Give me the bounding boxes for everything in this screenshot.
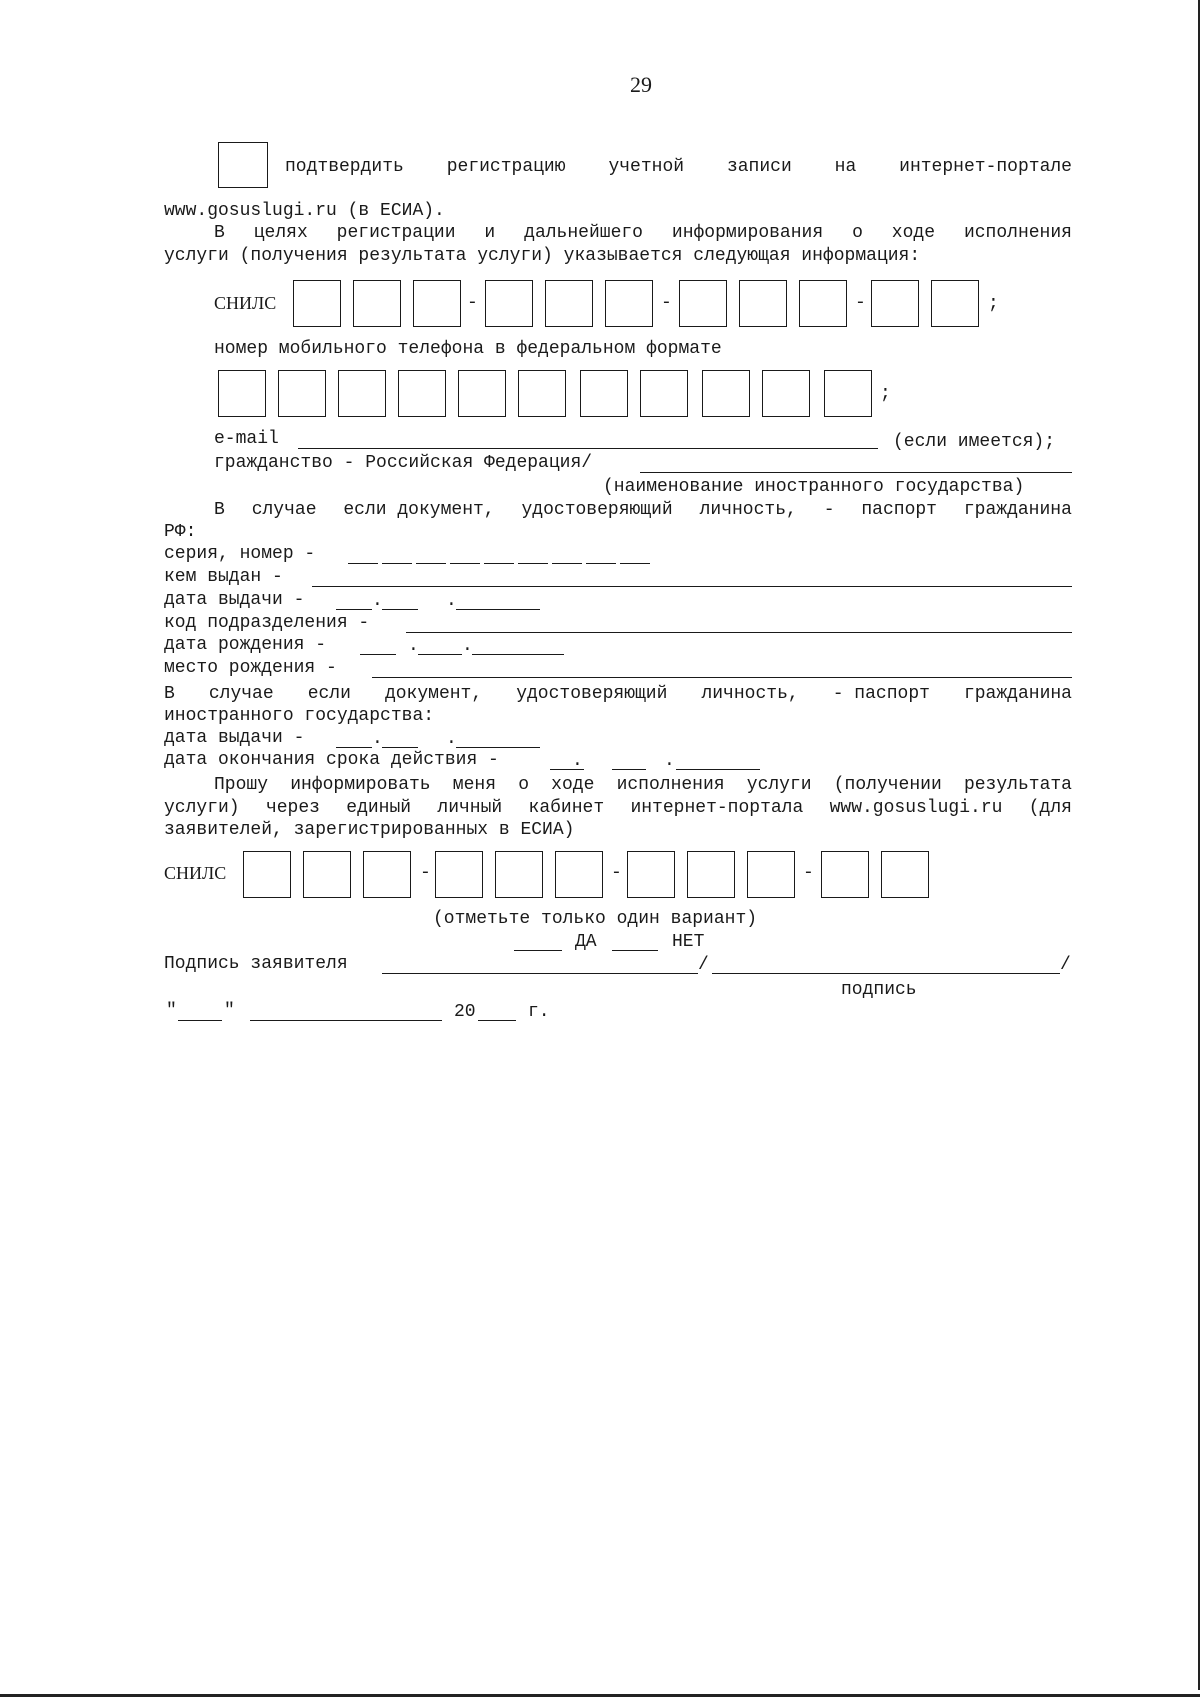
snils2-digit-box[interactable] <box>363 851 411 898</box>
no-label: НЕТ <box>672 932 705 952</box>
series-number-digit[interactable] <box>348 563 378 564</box>
snils-separator: - <box>855 293 866 313</box>
date-month-field[interactable] <box>250 1020 442 1021</box>
series-number-digit[interactable] <box>620 563 650 564</box>
snils2-digit-box[interactable] <box>495 851 543 898</box>
no-mark-field[interactable] <box>612 950 658 951</box>
snils2-digit-box[interactable] <box>303 851 351 898</box>
email-label: e-mail <box>214 429 279 449</box>
notify-line2: услуги) через единый личный кабинет интернет-портала www.gosuslugi.ru (для <box>164 798 1072 818</box>
snils-digit-box[interactable] <box>739 280 787 327</box>
foreign-state-field[interactable] <box>640 472 1072 473</box>
snils2-digit-box[interactable] <box>435 851 483 898</box>
date-day-field[interactable] <box>178 1020 222 1021</box>
snils-digit-box[interactable] <box>545 280 593 327</box>
snils2-digit-box[interactable] <box>747 851 795 898</box>
confirm-registration-checkbox[interactable] <box>218 142 268 188</box>
confirm-registration-line1: подтвердить регистрацию учетной записи на интернет-портале <box>285 157 1072 177</box>
phone-digit-box[interactable] <box>218 370 266 417</box>
expiry-date-label: дата окончания срока действия - <box>164 750 499 770</box>
signature-label: Подпись заявителя <box>164 954 348 974</box>
snils2-digit-box[interactable] <box>821 851 869 898</box>
snils2-digit-box[interactable] <box>687 851 735 898</box>
snils-digit-box[interactable] <box>931 280 979 327</box>
issue-year-field[interactable] <box>456 609 540 610</box>
snils-digit-box[interactable] <box>413 280 461 327</box>
phone-semicolon: ; <box>880 384 891 404</box>
foreign-passport-line2: иностранного государства: <box>164 706 435 726</box>
phone-label: номер мобильного телефона в федеральном формате <box>214 339 722 359</box>
snils-digit-box[interactable] <box>679 280 727 327</box>
phone-digit-box[interactable] <box>458 370 506 417</box>
foreign-issue-year-field[interactable] <box>456 747 540 748</box>
citizenship-note: (наименование иностранного государства) <box>603 477 1025 497</box>
birth-date-label: дата рождения - <box>164 635 327 655</box>
email-field[interactable] <box>298 448 878 449</box>
issue-day-field[interactable] <box>336 609 372 610</box>
signature-slash: / <box>698 955 709 975</box>
expiry-year-field[interactable] <box>676 769 760 770</box>
snils-label-2: СНИЛС <box>164 863 227 883</box>
issued-by-field[interactable] <box>312 586 1072 587</box>
phone-digit-box[interactable] <box>278 370 326 417</box>
date-year-prefix: 20 <box>454 1002 476 1022</box>
series-number-digit[interactable] <box>484 563 514 564</box>
birth-day-field[interactable] <box>360 654 396 655</box>
snils-digit-box[interactable] <box>485 280 533 327</box>
signature-caption: подпись <box>841 980 917 1000</box>
page-number: 29 <box>630 72 652 97</box>
foreign-issue-date-label: дата выдачи - <box>164 728 305 748</box>
signature-field[interactable] <box>382 973 698 974</box>
snils2-digit-box[interactable] <box>243 851 291 898</box>
birth-month-field[interactable] <box>418 654 462 655</box>
snils-separator: - <box>467 293 478 313</box>
birth-place-label: место рождения - <box>164 658 337 678</box>
division-code-label: код подразделения - <box>164 613 370 633</box>
snils2-digit-box[interactable] <box>555 851 603 898</box>
birth-place-field[interactable] <box>372 677 1072 678</box>
rf-passport-line1: В случае если документ, удостоверяющий личность, - паспорт гражданина <box>214 500 1072 520</box>
rf-passport-line2: РФ: <box>164 522 197 542</box>
foreign-issue-day-field[interactable] <box>336 747 372 748</box>
issue-month-field[interactable] <box>382 609 418 610</box>
snils-digit-box[interactable] <box>293 280 341 327</box>
date-quote-open: " <box>166 1001 177 1021</box>
snils-digit-box[interactable] <box>605 280 653 327</box>
phone-digit-box[interactable] <box>518 370 566 417</box>
citizenship-label: гражданство - Российская Федерация/ <box>214 453 593 473</box>
snils2-separator: - <box>803 863 814 883</box>
series-number-digit[interactable] <box>586 563 616 564</box>
phone-digit-box[interactable] <box>338 370 386 417</box>
foreign-passport-line1: В случае если документ, удостоверяющий личность, - паспорт гражданина <box>164 684 1072 704</box>
phone-digit-box[interactable] <box>398 370 446 417</box>
signature-name-field[interactable] <box>712 973 1060 974</box>
date-quote-close: " <box>224 1001 235 1021</box>
series-number-digit[interactable] <box>382 563 412 564</box>
phone-digit-box[interactable] <box>640 370 688 417</box>
date-year-suffix: г. <box>528 1002 550 1022</box>
foreign-issue-month-field[interactable] <box>382 747 418 748</box>
snils2-digit-box[interactable] <box>627 851 675 898</box>
snils-label: СНИЛС <box>214 293 277 313</box>
confirm-registration-line2: www.gosuslugi.ru (в ЕСИА). <box>164 201 445 221</box>
snils-digit-box[interactable] <box>353 280 401 327</box>
notify-line3: заявителей, зарегистрированных в ЕСИА) <box>164 820 575 840</box>
snils-digit-box[interactable] <box>799 280 847 327</box>
series-number-digit[interactable] <box>518 563 548 564</box>
snils-separator: - <box>661 293 672 313</box>
intro-line2: услуги (получения результата услуги) указывается следующая информация: <box>164 246 921 266</box>
snils-digit-box[interactable] <box>871 280 919 327</box>
phone-digit-box[interactable] <box>824 370 872 417</box>
issued-by-label: кем выдан - <box>164 567 283 587</box>
yes-mark-field[interactable] <box>514 950 562 951</box>
signature-slash-end: / <box>1060 955 1071 975</box>
division-code-field[interactable] <box>406 632 1072 633</box>
notify-line1: Прошу информировать меня о ходе исполнения услуги (получении результата <box>214 775 1072 795</box>
phone-digit-box[interactable] <box>580 370 628 417</box>
series-number-digit[interactable] <box>416 563 446 564</box>
phone-digit-box[interactable] <box>702 370 750 417</box>
birth-year-field[interactable] <box>472 654 564 655</box>
snils-semicolon: ; <box>988 294 999 314</box>
series-number-digit[interactable] <box>552 563 582 564</box>
snils2-digit-box[interactable] <box>881 851 929 898</box>
series-number-digit[interactable] <box>450 563 480 564</box>
intro-line1: В целях регистрации и дальнейшего информирования о ходе исполнения <box>214 223 1072 243</box>
issue-date-label: дата выдачи - <box>164 590 305 610</box>
series-number-label: серия, номер - <box>164 544 316 564</box>
email-note: (если имеется); <box>893 432 1056 452</box>
snils2-separator: - <box>611 863 622 883</box>
choice-note: (отметьте только один вариант) <box>433 909 758 929</box>
yes-label: ДА <box>575 932 597 952</box>
phone-digit-box[interactable] <box>762 370 810 417</box>
expiry-month-field[interactable] <box>612 769 646 770</box>
snils2-separator: - <box>420 863 431 883</box>
date-year-field[interactable] <box>478 1020 516 1021</box>
